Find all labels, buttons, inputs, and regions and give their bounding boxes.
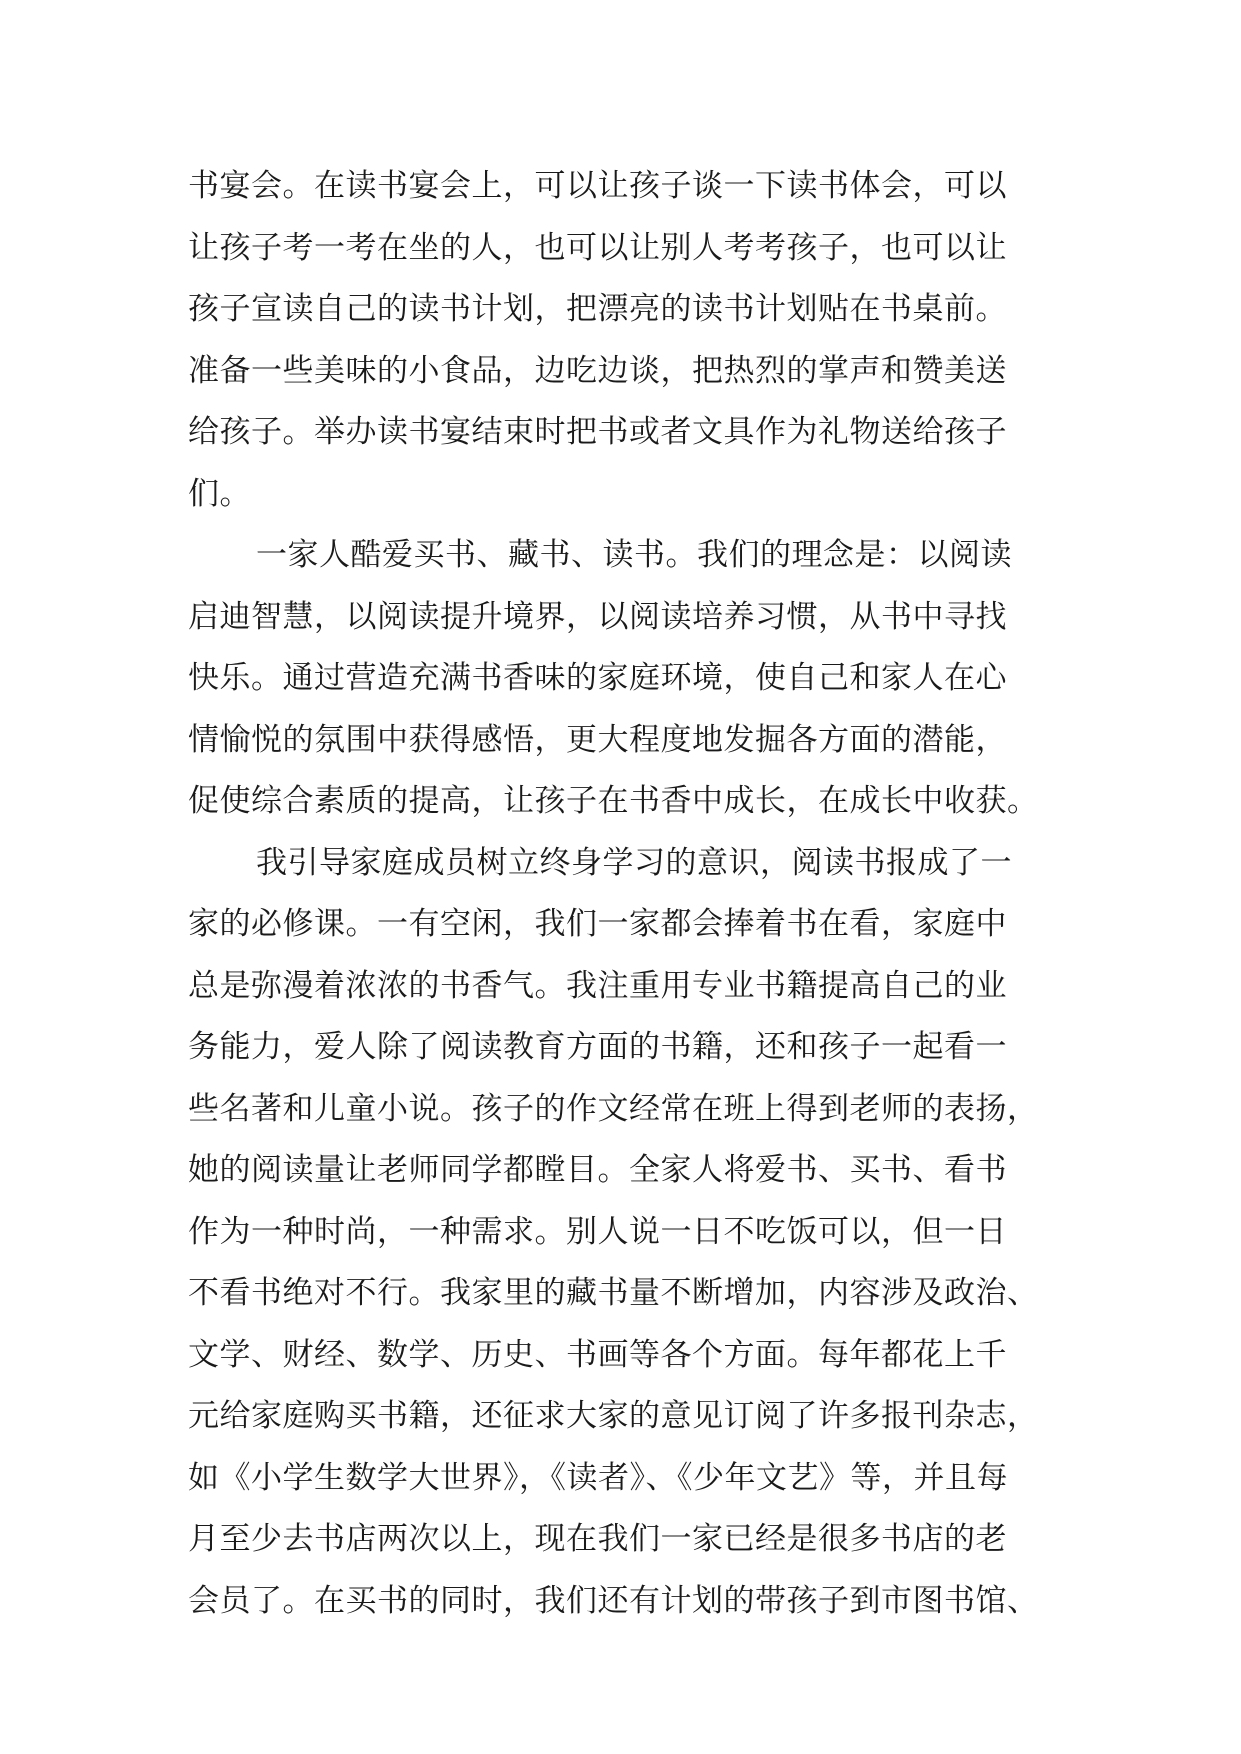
text-line: 启迪智慧，以阅读提升境界，以阅读培养习惯，从书中寻找 <box>188 598 1007 635</box>
text-line: 元给家庭购买书籍，还征求大家的意见订阅了许多报刊杂志， <box>188 1398 1039 1434</box>
text-line: 我引导家庭成员树立终身学习的意识，阅读书报成了一 <box>256 844 1012 881</box>
text-line: 促使综合素质的提高，让孩子在书香中成长，在成长中收获。 <box>188 783 1039 819</box>
text-line: 给孩子。举办读书宴结束时把书或者文具作为礼物送给孩子 <box>188 414 1007 450</box>
text-line: 们。 <box>188 475 251 512</box>
text-line: 会员了。在买书的同时，我们还有计划的带孩子到市图书馆、 <box>188 1582 1039 1619</box>
text-line: 一家人酷爱买书、藏书、读书。我们的理念是：以阅读 <box>256 537 1012 573</box>
text-line: 总是弥漫着浓浓的书香气。我注重用专业书籍提高自己的业 <box>188 967 1007 1004</box>
text-line: 作为一种时尚，一种需求。别人说一日不吃饭可以，但一日 <box>188 1213 1007 1250</box>
text-line: 书宴会。在读书宴会上，可以让孩子谈一下读书体会，可以 <box>188 168 1007 204</box>
text-line: 家的必修课。一有空闲，我们一家都会捧着书在看，家庭中 <box>188 906 1007 942</box>
text-line: 不看书绝对不行。我家里的藏书量不断增加，内容涉及政治、 <box>188 1275 1039 1311</box>
text-line: 务能力，爱人除了阅读教育方面的书籍，还和孩子一起看一 <box>188 1029 1007 1065</box>
text-line: 月至少去书店两次以上，现在我们一家已经是很多书店的老 <box>188 1521 1007 1557</box>
text-line: 情愉悦的氛围中获得感悟，更大程度地发掘各方面的潜能， <box>188 721 1007 758</box>
text-line: 些名著和儿童小说。孩子的作文经常在班上得到老师的表扬， <box>188 1090 1039 1127</box>
text-line: 准备一些美味的小食品，边吃边谈，把热烈的掌声和赞美送 <box>188 352 1007 389</box>
text-line: 快乐。通过营造充满书香味的家庭环境，使自己和家人在心 <box>188 660 1007 696</box>
body-text <box>188 156 1068 1632</box>
text-line: 文学、财经、数学、历史、书画等各个方面。每年都花上千 <box>188 1336 1007 1373</box>
text-line: 如《小学生数学大世界》，《读者》、《少年文艺》等，并且每 <box>188 1459 1008 1496</box>
text-line: 孩子宣读自己的读书计划，把漂亮的读书计划贴在书桌前。 <box>188 291 1007 327</box>
text-line: 让孩子考一考在坐的人，也可以让别人考考孩子，也可以让 <box>188 229 1007 266</box>
text-line: 她的阅读量让老师同学都瞠目。全家人将爱书、买书、看书 <box>188 1152 1007 1188</box>
